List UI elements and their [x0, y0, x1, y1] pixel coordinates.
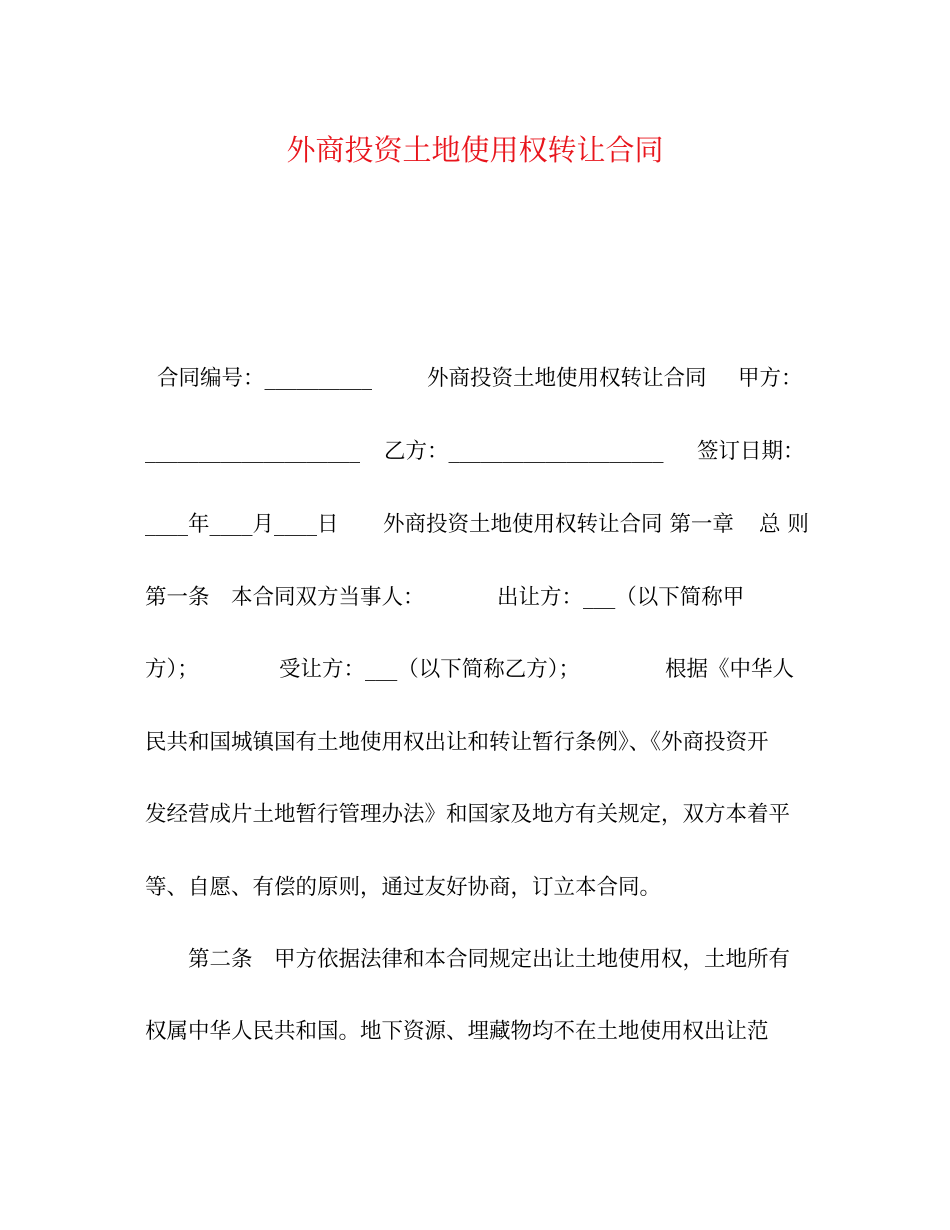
- chapter-heading-text: 外商投资土地使用权转让合同 第一章: [383, 512, 734, 537]
- general-provisions-text: 总 则: [759, 512, 809, 537]
- text-line: [0, 797, 950, 833]
- paragraph-text: 本合同双方当事人：: [231, 585, 425, 610]
- article-label: 第一条: [145, 585, 210, 610]
- paragraph-text: 方）；: [145, 657, 199, 682]
- article-label: 第二条: [188, 947, 253, 972]
- signing-date-label: 签订日期：: [697, 439, 805, 464]
- text-line: [0, 361, 950, 397]
- contract-heading-text: 外商投资土地使用权转让合同: [427, 366, 707, 391]
- paragraph-text: 甲方依据法律和本合同规定出让土地使用权，土地所有: [274, 947, 791, 972]
- paragraph-text: 权属中华人民共和国。地下资源、埋藏物均不在土地使用权出让范: [145, 1019, 769, 1044]
- party-a-blank: ____________________: [145, 439, 360, 464]
- text-line: [0, 507, 950, 543]
- paragraph-text: 出让方：___（以下简称甲: [497, 585, 745, 610]
- contract-number-field: 合同编号：__________: [157, 366, 373, 391]
- party-b-field: 乙方：____________________: [384, 439, 664, 464]
- paragraph-text: 受让方：___（以下简称乙方）；: [279, 657, 581, 682]
- paragraph-text: 民共和国城镇国有土地使用权出让和转让暂行条例》、《外商投资开: [145, 730, 769, 755]
- document-title: 外商投资土地使用权转让合同: [286, 133, 664, 167]
- signing-date-blank: ____年____月____日: [145, 512, 339, 537]
- text-line: [0, 434, 950, 470]
- text-line: [0, 725, 950, 761]
- party-a-label: 甲方：: [738, 366, 803, 391]
- paragraph-text: 发经营成片土地暂行管理办法》和国家及地方有关规定，双方本着平: [145, 802, 791, 827]
- text-line: [0, 1014, 950, 1050]
- text-line: [0, 652, 950, 688]
- text-line: [0, 942, 950, 978]
- paragraph-text: 等、自愿、有偿的原则，通过友好协商，订立本合同。: [145, 875, 662, 900]
- paragraph-text: 根据《中华人: [665, 657, 795, 682]
- text-line: [0, 870, 950, 906]
- text-line: [0, 580, 950, 616]
